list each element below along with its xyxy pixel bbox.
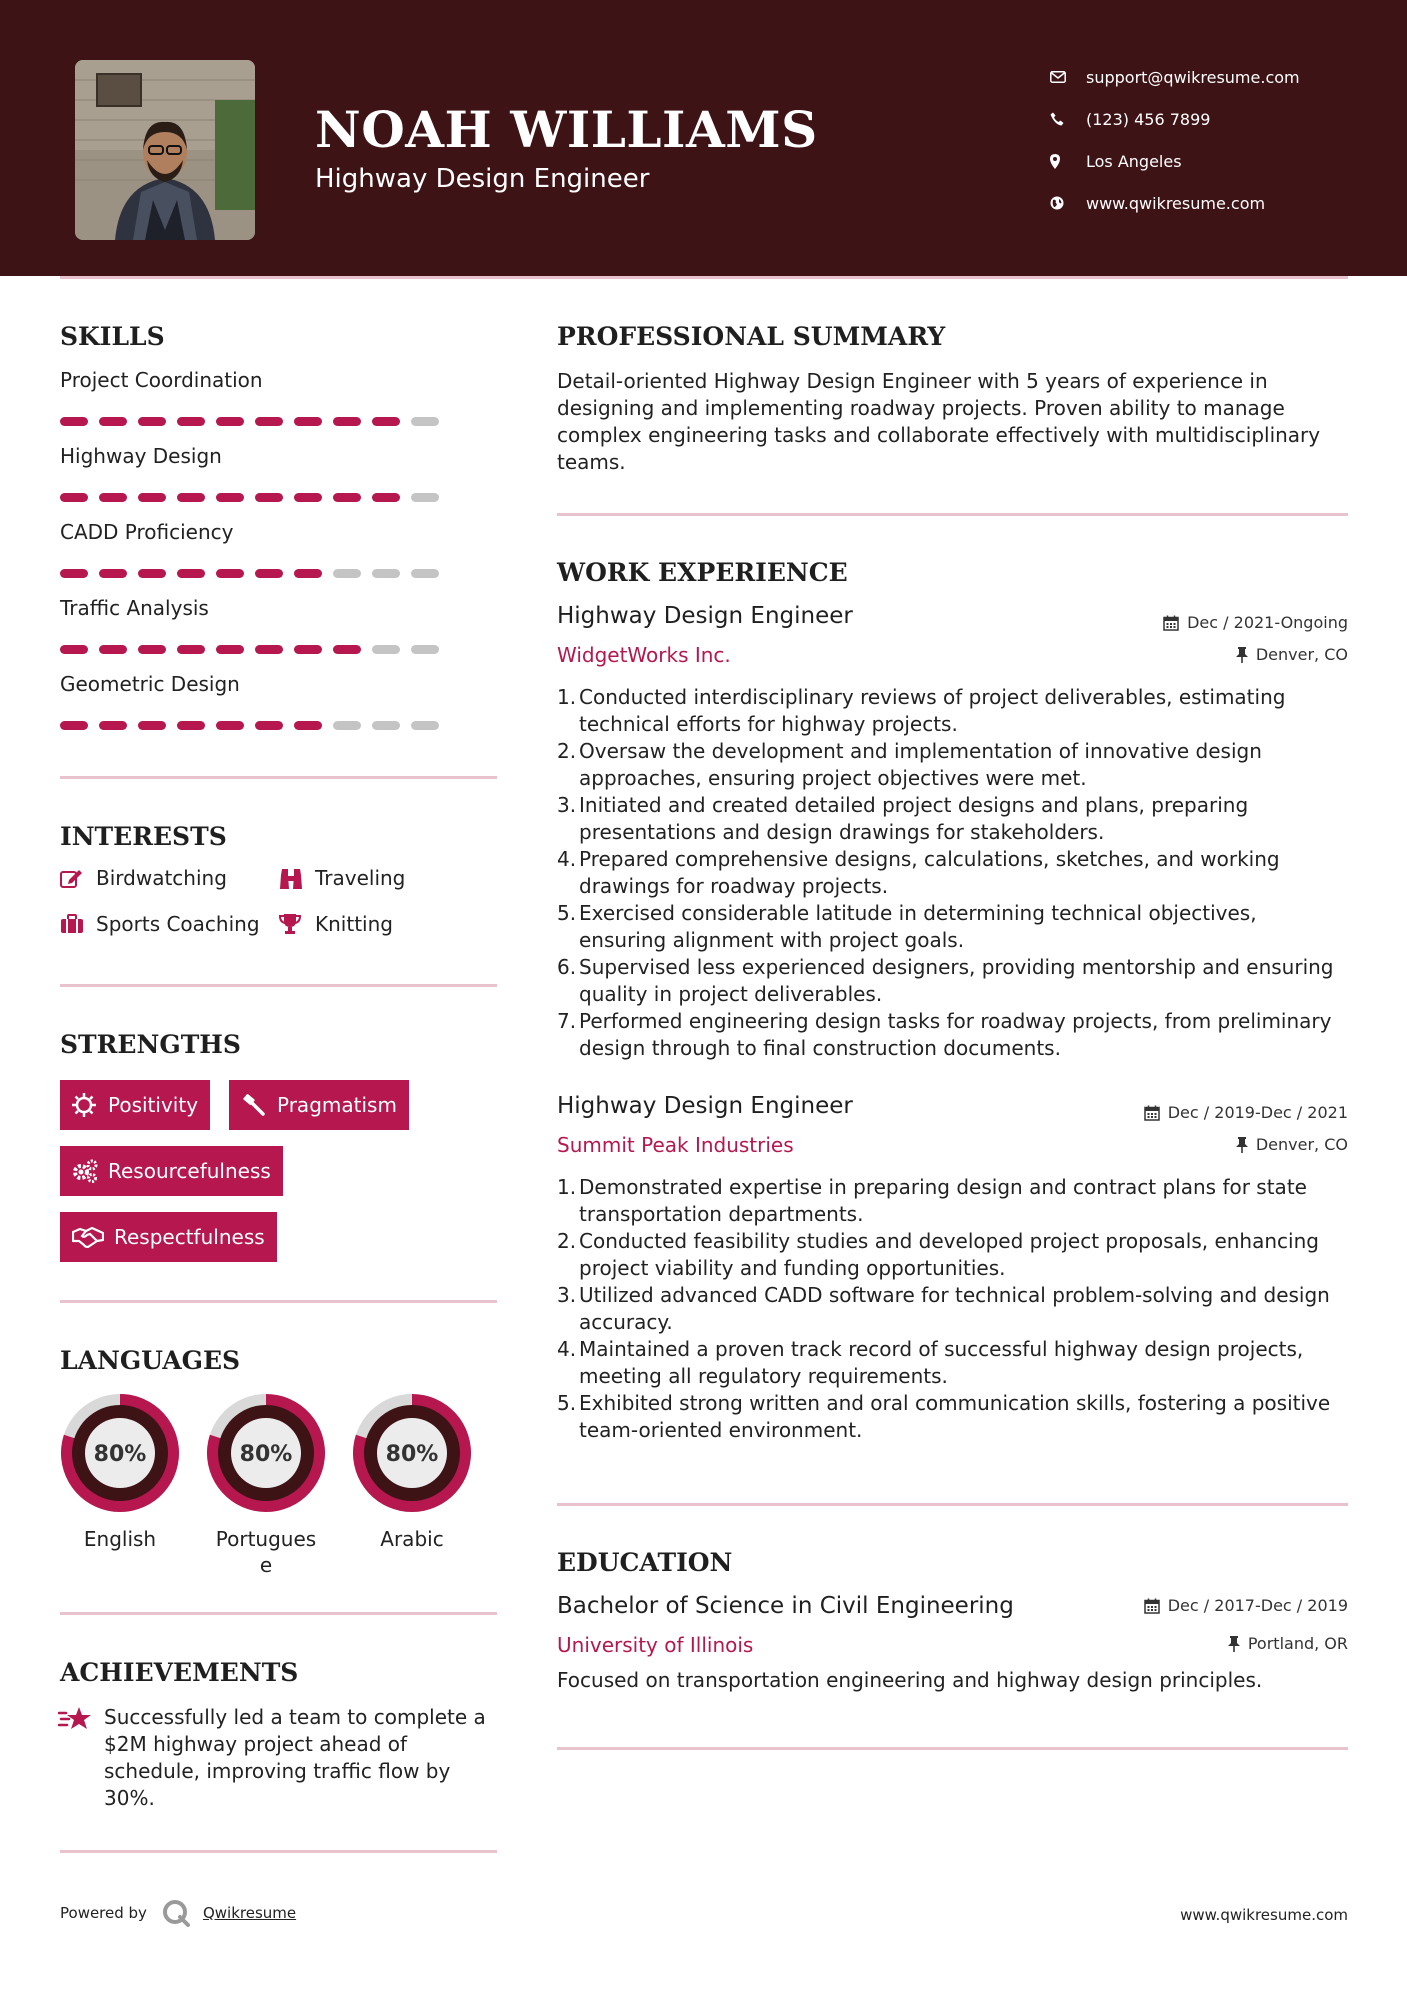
email-text: support@qwikresume.com xyxy=(1086,67,1300,87)
skill-dot xyxy=(138,645,166,654)
education-description: Focused on transportation engineering and highway design principles. xyxy=(557,1668,1263,1692)
list-item: 3. Initiated and created detailed project designs and plans, preparing presentations and design drawings for stakeholders. xyxy=(557,792,1347,846)
school-name: University of Illinois xyxy=(557,1633,754,1657)
education-title: EDUCATION xyxy=(557,1548,733,1577)
skill-dot xyxy=(372,493,400,502)
footer-website[interactable]: www.qwikresume.com xyxy=(1180,1906,1348,1924)
skill-dot xyxy=(60,721,88,730)
bullet-text: Conducted interdisciplinary reviews of project deliverables, estimating technical efforts for highway projects. xyxy=(579,685,1286,736)
skill-dot xyxy=(294,417,322,426)
language-ring xyxy=(205,1392,327,1514)
interest-label: Sports Coaching xyxy=(96,912,260,936)
calendar-icon xyxy=(1163,615,1179,631)
section-divider xyxy=(557,1503,1348,1506)
job-date-text: Dec / 2021-Ongoing xyxy=(1187,613,1348,632)
company-name: Summit Peak Industries xyxy=(557,1133,794,1157)
bullet-text: Conducted feasibility studies and developed project proposals, enhancing project viability and funding opportunities. xyxy=(579,1229,1319,1280)
skill-rating xyxy=(60,721,439,731)
section-divider xyxy=(60,1300,497,1303)
list-item: 4. Prepared comprehensive designs, calculations, sketches, and working drawings for roadway projects. xyxy=(557,846,1347,900)
skill-dot xyxy=(333,645,361,654)
bullet-text: Utilized advanced CADD software for technical problem-solving and design accuracy. xyxy=(579,1283,1330,1334)
bullet-text: Prepared comprehensive designs, calculations, sketches, and working drawings for roadway projects. xyxy=(579,847,1280,898)
skill-dot xyxy=(294,569,322,578)
shooting-star-icon xyxy=(58,1706,92,1736)
skill-dot xyxy=(372,417,400,426)
contact-list xyxy=(1050,56,1380,224)
list-item: 1. Demonstrated expertise in preparing design and contract plans for state transportation departments. xyxy=(557,1174,1347,1228)
skill-dot xyxy=(177,645,205,654)
list-item: 6. Supervised less experienced designers, providing mentorship and ensuring quality in project deliverables. xyxy=(557,954,1347,1008)
skill-rating xyxy=(60,493,439,503)
contact-phone[interactable] xyxy=(1050,98,1380,140)
degree-title: Bachelor of Science in Civil Engineering xyxy=(557,1593,1014,1619)
skill-dot xyxy=(294,645,322,654)
skill-dot xyxy=(99,721,127,730)
bullet-text: Oversaw the development and implementation of innovative design approaches, ensuring project objectives were met. xyxy=(579,739,1262,790)
skill-rating xyxy=(60,569,439,579)
profile-photo xyxy=(75,60,255,240)
binoculars-icon xyxy=(279,867,315,889)
skill-dot xyxy=(99,493,127,502)
briefcase-icon xyxy=(60,914,96,934)
qwikresume-logo-icon xyxy=(161,1898,191,1928)
section-divider xyxy=(60,1612,497,1615)
skill-dot xyxy=(60,493,88,502)
section-divider xyxy=(60,1850,497,1853)
pencil-square-icon xyxy=(60,868,96,888)
list-item: 2. Conducted feasibility studies and developed project proposals, enhancing project viability and funding opportunities. xyxy=(557,1228,1347,1282)
calendar-icon xyxy=(1144,1105,1160,1121)
pushpin-icon xyxy=(1236,647,1248,663)
skill-dot xyxy=(216,645,244,654)
language-name xyxy=(205,1526,327,1578)
gears-icon xyxy=(72,1159,108,1183)
job-date-text: Dec / 2019-Dec / 2021 xyxy=(1167,1103,1348,1122)
job-date xyxy=(1144,1103,1348,1122)
skill-name: Highway Design xyxy=(60,444,222,468)
interest-item xyxy=(60,866,227,890)
contact-email[interactable] xyxy=(1050,56,1380,98)
language-percent: 80% xyxy=(239,1442,293,1467)
candidate-name: NOAH WILLIAMS xyxy=(315,100,818,159)
language-item xyxy=(205,1392,327,1578)
section-divider xyxy=(60,984,497,987)
languages-title: LANGUAGES xyxy=(60,1346,241,1375)
powered-by-text: Powered by xyxy=(60,1904,147,1922)
job-title: Highway Design Engineer xyxy=(557,1093,853,1119)
bullet-text: Demonstrated expertise in preparing design and contract plans for state transportation departments. xyxy=(579,1175,1307,1226)
interest-item xyxy=(279,912,393,936)
handshake-icon xyxy=(72,1226,114,1248)
location-text: Los Angeles xyxy=(1086,151,1182,171)
strength-tag xyxy=(229,1080,409,1130)
strength-label: Respectfulness xyxy=(114,1225,265,1249)
education-location xyxy=(1228,1634,1348,1653)
education-location-text: Portland, OR xyxy=(1247,1634,1348,1653)
section-divider xyxy=(557,513,1348,516)
phone-icon xyxy=(1050,112,1086,126)
website-text: www.qwikresume.com xyxy=(1086,193,1266,213)
language-ring xyxy=(59,1392,181,1514)
globe-icon xyxy=(1050,196,1086,210)
pushpin-icon xyxy=(1236,1137,1248,1153)
bullet-text: Initiated and created detailed project designs and plans, preparing presentations and design drawings for stakeholders. xyxy=(579,793,1249,844)
qwikresume-link[interactable]: Qwikresume xyxy=(202,1904,297,1922)
summary-text: Detail-oriented Highway Design Engineer with 5 years of experience in designing and implementing roadway projects. Proven ability to manage complex engineering tasks and collaborate effectively with multidisciplinary teams. xyxy=(557,369,1321,474)
bullet-text: Exhibited strong written and oral communication skills, fostering a positive team-oriented environment. xyxy=(579,1391,1331,1442)
skill-dot xyxy=(216,721,244,730)
skill-dot xyxy=(60,417,88,426)
section-divider xyxy=(60,776,497,779)
work-title: WORK EXPERIENCE xyxy=(557,558,848,587)
interest-item xyxy=(279,866,405,890)
language-name: English xyxy=(83,1527,157,1551)
language-item xyxy=(59,1392,181,1552)
skill-dot xyxy=(294,721,322,730)
skill-name: Traffic Analysis xyxy=(60,596,209,620)
job-location xyxy=(1236,1135,1348,1154)
skill-dot xyxy=(60,645,88,654)
calendar-icon xyxy=(1144,1598,1160,1614)
list-item: 7. Performed engineering design tasks for roadway projects, from preliminary design through to final construction documents. xyxy=(557,1008,1347,1062)
bullet-text: Supervised less experienced designers, providing mentorship and ensuring quality in project deliverables. xyxy=(579,955,1334,1006)
skill-dot xyxy=(138,721,166,730)
trophy-icon xyxy=(279,913,315,935)
skill-dot xyxy=(372,721,400,730)
job-location-text: Denver, CO xyxy=(1255,1135,1348,1154)
contact-website[interactable] xyxy=(1050,182,1380,224)
strength-tag xyxy=(60,1080,210,1130)
skill-dot xyxy=(411,569,439,578)
language-percent: 80% xyxy=(385,1442,439,1467)
header-divider xyxy=(60,276,1348,279)
skill-dot xyxy=(411,417,439,426)
skill-dot xyxy=(333,721,361,730)
sun-icon xyxy=(72,1093,108,1117)
bullet-text: Performed engineering design tasks for roadway projects, from preliminary design through to final construction documents. xyxy=(579,1009,1332,1060)
job-responsibilities xyxy=(557,1174,1347,1444)
list-item: 5. Exercised considerable latitude in determining technical objectives, ensuring alignment with project goals. xyxy=(557,900,1347,954)
skill-dot xyxy=(99,569,127,578)
skill-dot xyxy=(372,569,400,578)
list-item: 4. Maintained a proven track record of successful highway design projects, meeting all regulatory requirements. xyxy=(557,1336,1347,1390)
skill-dot xyxy=(60,569,88,578)
skill-dot xyxy=(216,569,244,578)
language-name-line: Portugues xyxy=(215,1527,317,1551)
skill-dot xyxy=(333,417,361,426)
skills-title: SKILLS xyxy=(60,322,165,351)
candidate-title: Highway Design Engineer xyxy=(315,164,650,194)
list-item: 2. Oversaw the development and implementation of innovative design approaches, ensuring project objectives were met. xyxy=(557,738,1347,792)
skill-dot xyxy=(411,721,439,730)
contact-location xyxy=(1050,140,1380,182)
skill-dot xyxy=(333,493,361,502)
strength-label: Positivity xyxy=(108,1093,199,1117)
job-responsibilities xyxy=(557,684,1347,1062)
language-name-line: e xyxy=(259,1553,273,1577)
job-title: Highway Design Engineer xyxy=(557,603,853,629)
skill-dot xyxy=(255,493,283,502)
job-location-text: Denver, CO xyxy=(1255,645,1348,664)
language-name: Arabic xyxy=(380,1527,444,1551)
skill-dot xyxy=(255,417,283,426)
interests-title: INTERESTS xyxy=(60,822,227,851)
envelope-icon xyxy=(1050,71,1086,83)
strength-tag xyxy=(60,1146,283,1196)
skill-name: Geometric Design xyxy=(60,672,240,696)
list-item: 5. Exhibited strong written and oral communication skills, fostering a positive team-oriented environment. xyxy=(557,1390,1347,1444)
skill-dot xyxy=(216,417,244,426)
skill-name: CADD Proficiency xyxy=(60,520,234,544)
pushpin-icon xyxy=(1228,1636,1240,1652)
skill-dot xyxy=(411,493,439,502)
skill-dot xyxy=(333,569,361,578)
skill-rating xyxy=(60,417,439,427)
gavel-icon xyxy=(241,1093,277,1117)
achievements-title: ACHIEVEMENTS xyxy=(60,1658,299,1687)
map-pin-icon xyxy=(1050,154,1086,169)
strength-tag xyxy=(60,1212,277,1262)
bullet-text: Maintained a proven track record of successful highway design projects, meeting all regulatory requirements. xyxy=(579,1337,1304,1388)
language-item xyxy=(351,1392,473,1552)
list-item: 3. Utilized advanced CADD software for technical problem-solving and design accuracy. xyxy=(557,1282,1347,1336)
skill-dot xyxy=(177,493,205,502)
interest-label: Knitting xyxy=(315,912,393,936)
company-name: WidgetWorks Inc. xyxy=(557,643,731,667)
skill-dot xyxy=(411,645,439,654)
skill-dot xyxy=(294,493,322,502)
skill-dot xyxy=(138,417,166,426)
strength-label: Resourcefulness xyxy=(108,1159,271,1183)
skill-dot xyxy=(216,493,244,502)
strengths-title: STRENGTHS xyxy=(60,1030,241,1059)
footer-branding xyxy=(60,1898,296,1928)
interest-label: Birdwatching xyxy=(96,866,227,890)
skill-dot xyxy=(138,569,166,578)
skill-dot xyxy=(177,569,205,578)
section-divider xyxy=(557,1747,1348,1750)
summary-title: PROFESSIONAL SUMMARY xyxy=(557,322,946,351)
bullet-text: Exercised considerable latitude in determining technical objectives, ensuring alignment with project goals. xyxy=(579,901,1257,952)
skill-dot xyxy=(177,417,205,426)
interest-item xyxy=(60,912,260,936)
language-percent: 80% xyxy=(93,1442,147,1467)
skill-dot xyxy=(372,645,400,654)
language-ring xyxy=(351,1392,473,1514)
skill-dot xyxy=(255,721,283,730)
skill-dot xyxy=(138,493,166,502)
achievement-text: Successfully led a team to complete a $2M highway project ahead of schedule, improving traffic flow by 30%. xyxy=(104,1705,486,1810)
skill-dot xyxy=(99,417,127,426)
skill-dot xyxy=(255,645,283,654)
education-date-text: Dec / 2017-Dec / 2019 xyxy=(1167,1596,1348,1615)
skill-dot xyxy=(99,645,127,654)
skill-rating xyxy=(60,645,439,655)
skill-name: Project Coordination xyxy=(60,368,263,392)
job-location xyxy=(1236,645,1348,664)
phone-text: (123) 456 7899 xyxy=(1086,109,1211,129)
skill-dot xyxy=(177,721,205,730)
job-date xyxy=(1163,613,1348,632)
skill-dot xyxy=(255,569,283,578)
list-item: 1. Conducted interdisciplinary reviews of project deliverables, estimating technical efforts for highway projects. xyxy=(557,684,1347,738)
interest-label: Traveling xyxy=(315,866,406,890)
education-date xyxy=(1144,1596,1348,1615)
strength-label: Pragmatism xyxy=(277,1093,397,1117)
resume-header xyxy=(0,0,1407,276)
